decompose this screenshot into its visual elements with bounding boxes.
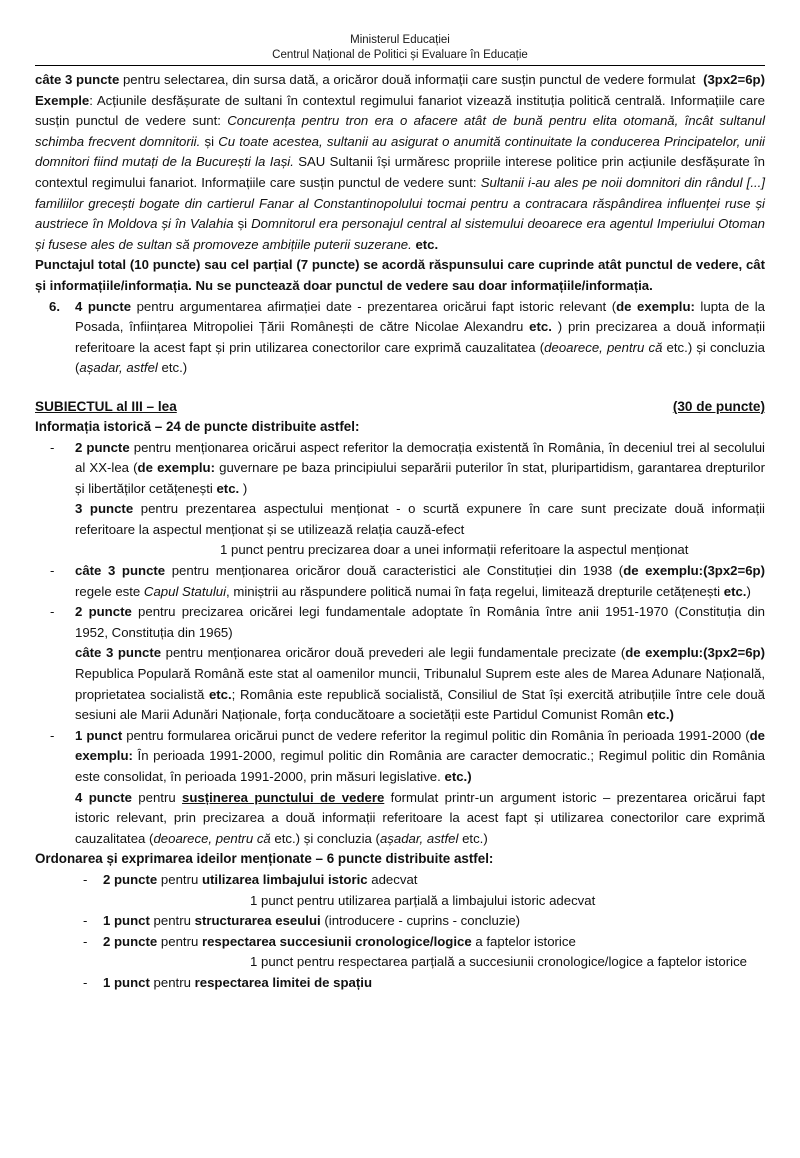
text-close-b1: ) — [239, 480, 248, 496]
paragraph-exemple — [35, 91, 765, 256]
bold-1-punct-o2: 1 punct — [103, 913, 150, 929]
ordonarea-item-4 — [35, 973, 765, 994]
bold-etc-b2: etc. — [723, 583, 747, 599]
bold-structurarea-o2: structurarea eseului — [194, 913, 321, 929]
bold-de-exemplu-6: de exemplu: — [616, 298, 695, 314]
text-exemple-intro: : Acțiunile desfășurate de sultani în contextul regimului fanariot vizează instituția politică centrală. Informațiile care susțin punctul de vedere sunt: — [35, 92, 765, 129]
bold-de-exemplu-b4: de exemplu: — [75, 727, 766, 764]
bullet-item-1 — [35, 438, 765, 500]
text-guvernare-b1: guvernare pe baza principiului separării puterilor în stat, pluripartidism, garantarea drepturilor și libertăților cetățenești — [75, 460, 765, 496]
quote-sultanii-i-au-ales: Sultanii i-au ales pe noii domnitori din rândul [...] familiilor grecești bogate din cartierul Fanar al Constantinopolului tocmai pentru a contracara răspândirea influenței ruse și austriece în Moldova și în Valahia — [35, 174, 765, 232]
text-selectarea: pentru selectarea, din sursa dată, a oricăror două informații care susțin punctul de vedere formulat — [119, 72, 696, 87]
bullet-item-1-continuation — [35, 499, 765, 540]
text-prezentarea-b1c: pentru prezentarea aspectului menționat - o scurtă expunere în care sunt precizate două informații referitoare la aspectul menționat și se utilizează relația cauză-efect — [75, 501, 765, 537]
subject-3-points: (30 de puncte) — [672, 398, 765, 414]
quote-cu-toate-acestea: Cu toate acestea, sultanii au asigurat o anumită continuitate la conducerea Principatelor, unii domnitori fiind mutați de la București la Iași. — [35, 133, 765, 170]
bold-etc-b4: etc.) — [444, 769, 472, 784]
text-pentru-o3: pentru — [157, 933, 202, 949]
ordonarea-sub-note-3: 1 punct pentru respectarea parțială a succesiunii cronologice/logice a faptelor istorice — [250, 954, 748, 970]
text-legi-fundamentale-b3: pentru precizarea oricărei legi fundamentale adoptate în România între anii 1951-1970 (Constituția din 1952, Constituția din 1965) — [75, 604, 765, 640]
informatia-istorica-heading: Informația istorică – 24 de puncte distribuite astfel: — [35, 418, 360, 434]
bold-4-puncte-b4c: 4 puncte — [75, 789, 132, 805]
italic-asadar-b4c: așadar, astfel — [379, 830, 459, 846]
document-header — [35, 33, 765, 63]
header-center: Centrul Național de Politici și Evaluare în Educație — [272, 49, 528, 61]
text-caracteristici-b2: pentru menționarea oricăror două caracteristici ale Constituției din 1938 ( — [165, 563, 624, 579]
italic-asadar-6: așadar, astfel — [79, 360, 158, 376]
text-close-b2: ) — [746, 583, 751, 599]
bold-limbaj-istoric-o1: utilizarea limbajului istoric — [201, 871, 368, 887]
bullet-marker-icon: - — [50, 727, 55, 743]
text-etc-1: etc. — [411, 236, 439, 252]
text-sau-sultanii: SAU Sultanii își urmăresc propriile interese politice prin acțiunile desfășurate în contextul regimului fanariot. Informațiile care susțin punctul de vedere sunt: — [35, 154, 766, 190]
bold-limita-spatiu-o4: respectarea limitei de spațiu — [194, 974, 372, 990]
underline-sustinerea-punctului: susținerea punctului de vedere — [182, 789, 385, 805]
bullet-marker-icon: - — [83, 871, 88, 887]
bold-etc-6: etc. — [529, 319, 552, 335]
text-perioada-b4: În perioada 1991-2000, regimul politic din România are caracter democratic.; Regimul politic din România este consolidat, în perioada 1991-2000, prin măsuri legislative. — [75, 748, 765, 784]
text-republica-socialista-b3c: ; România este republică socialistă, Consiliul de Stat își exercită atribuțiile între cele două sesiuni ale Marii Adunări Naționale, forța conducătoare a societății este Partidul Comunist Român — [75, 686, 765, 723]
subject-3-heading — [35, 396, 765, 417]
bold-2-puncte-b3: 2 puncte — [75, 604, 132, 620]
document-body — [35, 70, 765, 994]
text-republica-populara-b3c: Republica Populară Română este stat al oamenilor muncii, Tribunalul Suprem este ales de Marea Adunare Națională, proprietatea socialistă — [75, 666, 765, 702]
text-concluzia-b4c: etc.) și concluzia ( — [270, 830, 380, 846]
bullet-item-4-continuation — [35, 788, 765, 850]
italic-capul-statului: Capul Statului — [143, 583, 227, 599]
text-pentru-o4: pentru — [149, 974, 195, 990]
text-posada: lupta de la Posada, înființarea Mitropoliei Țării Românești de către Nicolae Alexandru — [75, 298, 765, 335]
bold-etc-b3c: etc. — [208, 686, 232, 702]
text-prevederi-b3c: pentru menționarea oricăror două prevederi ale legii fundamentale precizate ( — [161, 645, 626, 661]
ordonarea-item-1 — [35, 870, 765, 891]
text-argumentarea: pentru argumentarea afirmației date - prezentarea oricărui fapt istoric relevant ( — [131, 298, 617, 314]
score-3px2-6p: (3px2=6p) — [703, 72, 765, 87]
quote-domnitorul: Domnitorul era personajul central al sistemului deoarece era agentul Imperiului Otoman și fusese ales de sultan să promoveze ambițiile puterii suzerane. — [35, 216, 765, 252]
text-introducere-o2: (introducere - cuprins - concluzie) — [320, 913, 521, 929]
bold-succesiune-o3: respectarea succesiunii cronologice/logice — [201, 933, 472, 949]
text-si-2: și — [233, 216, 252, 232]
label-exemple: Exemple — [35, 92, 90, 108]
paragraph-punctaj-total — [35, 255, 765, 296]
text-precizarea-6: ) prin precizarea a două informații referitoare la acest fapt și prin utilizarea conectorilor care exprimă cauzalitatea ( — [75, 319, 766, 355]
bullet-marker-icon: - — [50, 563, 55, 579]
italic-deoarece-6: deoarece, pentru că — [544, 339, 663, 355]
bullet-item-4 — [35, 726, 765, 788]
text-formulat-b4c: formulat printr-un argument istoric – prezentarea oricărui fapt istoric relevant, prin precizarea a două informații referitoare la acest fapt și utilizarea conectorilor care exprimă cauzalitatea ( — [75, 789, 765, 846]
bullet-marker-icon: - — [83, 974, 88, 990]
bullet-marker-icon: - — [50, 439, 55, 455]
text-ministrii-b2: , miniștrii au răspundere politică numai în fața regelui, limitează drepturile cetățenești — [226, 583, 724, 599]
text-mentionarea-b1: pentru menționarea oricărui aspect referitor la democrația existentă în România, în deceniul trei al secolului al XX-lea ( — [75, 439, 765, 476]
ordonarea-item-3 — [35, 932, 765, 953]
bold-cate-3-puncte: câte 3 puncte — [35, 72, 120, 87]
score-3px2-6p-b3: (3px2=6p) — [703, 645, 765, 661]
text-formularea-b4: pentru formularea oricărui punct de vedere referitor la regimul politic din România în perioada 1991-2000 ( — [122, 727, 750, 743]
header-divider — [35, 65, 765, 66]
bold-2-puncte-o3: 2 puncte — [103, 933, 158, 949]
subject-3-title: SUBIECTUL al III – lea — [35, 398, 177, 414]
bullet-marker-icon: - — [50, 604, 55, 620]
bold-de-exemplu-b3c: de exemplu: — [625, 645, 704, 661]
text-pentru-o1: pentru — [157, 871, 202, 887]
bold-de-exemplu-b2: de exemplu: — [623, 563, 704, 579]
text-etc-end-6: etc.) — [157, 360, 188, 376]
bold-3-puncte-b1c: 3 puncte — [75, 501, 134, 517]
text-pentru-b4c: pentru — [131, 789, 183, 805]
quote-concurenta: Concurența pentru tron era o afacere atât de bună pentru elita otomană, încât sultanul schimba frecvent domnitorii. — [35, 113, 766, 149]
bold-cate-3-puncte-b3c: câte 3 puncte — [75, 645, 162, 661]
bold-1-punct-b4: 1 punct — [75, 727, 123, 743]
bold-2-puncte-o1: 2 puncte — [103, 871, 158, 887]
text-pentru-o2: pentru — [149, 913, 195, 929]
bullet-marker-icon: - — [83, 913, 88, 929]
bold-de-exemplu-b1: de exemplu: — [137, 460, 215, 476]
text-concluzia-6: etc.) și concluzia ( — [75, 339, 765, 376]
italic-deoarece-b4c: deoarece, pentru că — [153, 830, 271, 846]
bullet-item-3-continuation — [35, 643, 765, 725]
list-item-6 — [35, 297, 765, 379]
text-si-1: și — [200, 133, 219, 149]
text-fapte-o3: a faptelor istorice — [471, 933, 576, 949]
sub-note-1-punct-b1: 1 punct pentru precizarea doar a unei informații referitoare la aspectul menționat — [220, 542, 689, 558]
bold-2-puncte-b1: 2 puncte — [75, 439, 130, 455]
bold-4-puncte-6: 4 puncte — [75, 298, 132, 314]
bold-punctaj-total: Punctajul total (10 puncte) sau cel parțial (7 puncte) se acordă răspunsului care cuprinde atât punctul de vedere, cât și informațiile/informația. Nu se punctează doar punctul de vedere sau doar informațiile/informația. — [35, 257, 765, 293]
header-ministry: Ministerul Educației — [350, 34, 450, 46]
text-etc-end-b4c: etc.) — [458, 830, 488, 846]
ordonarea-sub-note-1: 1 punct pentru utilizarea parțială a limbajului istoric adecvat — [250, 892, 596, 908]
score-3px2-6p-b2: (3px2=6p) — [703, 563, 765, 579]
ordonarea-heading: Ordonarea și exprimarea ideilor menționate – 6 puncte distribuite astfel: — [35, 851, 494, 867]
bold-etc-close-b3c: etc.) — [646, 707, 674, 723]
bold-1-punct-o4: 1 punct — [103, 974, 150, 990]
text-adecvat-o1: adecvat — [367, 871, 418, 887]
item-number-6: 6. — [49, 298, 60, 314]
bullet-item-2 — [35, 561, 765, 602]
bold-etc-b1: etc. — [216, 480, 240, 496]
bullet-item-3 — [35, 602, 765, 643]
bullet-marker-icon: - — [83, 933, 88, 949]
bold-cate-3-puncte-b2: câte 3 puncte — [75, 563, 166, 579]
text-regele-b2: regele este — [75, 583, 144, 599]
paragraph-cate3puncte — [35, 70, 765, 91]
ordonarea-item-2 — [35, 911, 765, 932]
